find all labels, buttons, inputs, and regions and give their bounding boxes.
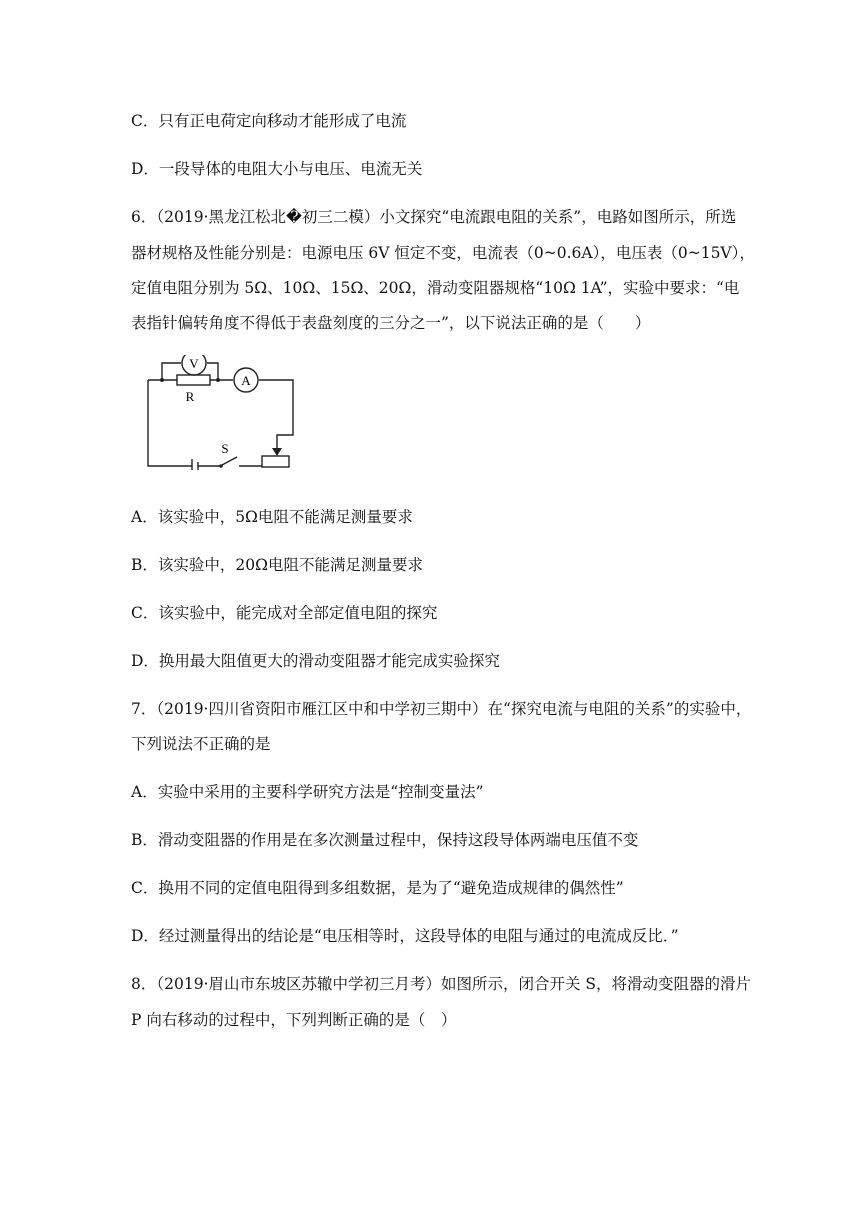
question-7-option-d: D．经过测量得出的结论是“电压相等时，这段导体的电阻与通过的电流成反比．” xyxy=(131,927,679,945)
question-7-stem-line-1: 7．（2019·四川省资阳市雁江区中和中学初三期中）在“探究电流与电阻的关系”的实验中， xyxy=(131,700,752,718)
question-6-option-a: A．该实验中，5Ω电阻不能满足测量要求 xyxy=(131,508,413,526)
ammeter-label: A xyxy=(241,373,251,388)
question-6-stem-line-1: 6．（2019·黑龙江松北�初三二模）小文探究“电流跟电阻的关系”，电路如图所示，所选 xyxy=(131,208,737,226)
question-6-stem-line-4: 表指针偏转角度不得低于表盘刻度的三分之一”，以下说法正确的是（ ） xyxy=(131,314,651,332)
question-6-stem-line-3: 定值电阻分别为 5Ω、10Ω、15Ω、20Ω，滑动变阻器规格“10Ω 1A”，实验中要求：“电 xyxy=(131,279,740,297)
question-7-option-a: A．实验中采用的主要科学研究方法是“控制变量法” xyxy=(131,783,484,801)
resistor-label: R xyxy=(185,389,195,404)
switch-label: S xyxy=(221,441,229,456)
question-5-option-c: C．只有正电荷定向移动才能形成了电流 xyxy=(131,112,407,130)
question-6-option-b: B．该实验中，20Ω电阻不能满足测量要求 xyxy=(131,556,423,574)
circuit-diagram xyxy=(140,355,300,470)
question-7-stem-line-2: 下列说法不正确的是 xyxy=(131,735,271,753)
question-6-stem-line-2: 器材规格及性能分别是：电源电压 6V 恒定不变，电流表（0~0.6A），电压表（0~15V）， xyxy=(131,244,755,262)
voltmeter-label: V xyxy=(189,356,199,371)
question-8-stem-line-2: P 向右移动的过程中，下列判断正确的是（ ） xyxy=(131,1011,457,1029)
question-8-stem-line-1: 8．（2019·眉山市东坡区苏辙中学初三月考）如图所示，闭合开关 S，将滑动变阻器的滑片 xyxy=(131,975,752,993)
question-6-option-c: C．该实验中，能完成对全部定值电阻的探究 xyxy=(131,604,438,622)
question-7-option-b: B．滑动变阻器的作用是在多次测量过程中，保持这段导体两端电压值不变 xyxy=(131,831,639,849)
question-5-option-d: D．一段导体的电阻大小与电压、电流无关 xyxy=(131,160,423,178)
question-7-option-c: C．换用不同的定值电阻得到多组数据，是为了“避免造成规律的偶然性” xyxy=(131,879,624,897)
question-6-option-d: D．换用最大阻值更大的滑动变阻器才能完成实验探究 xyxy=(131,652,500,670)
